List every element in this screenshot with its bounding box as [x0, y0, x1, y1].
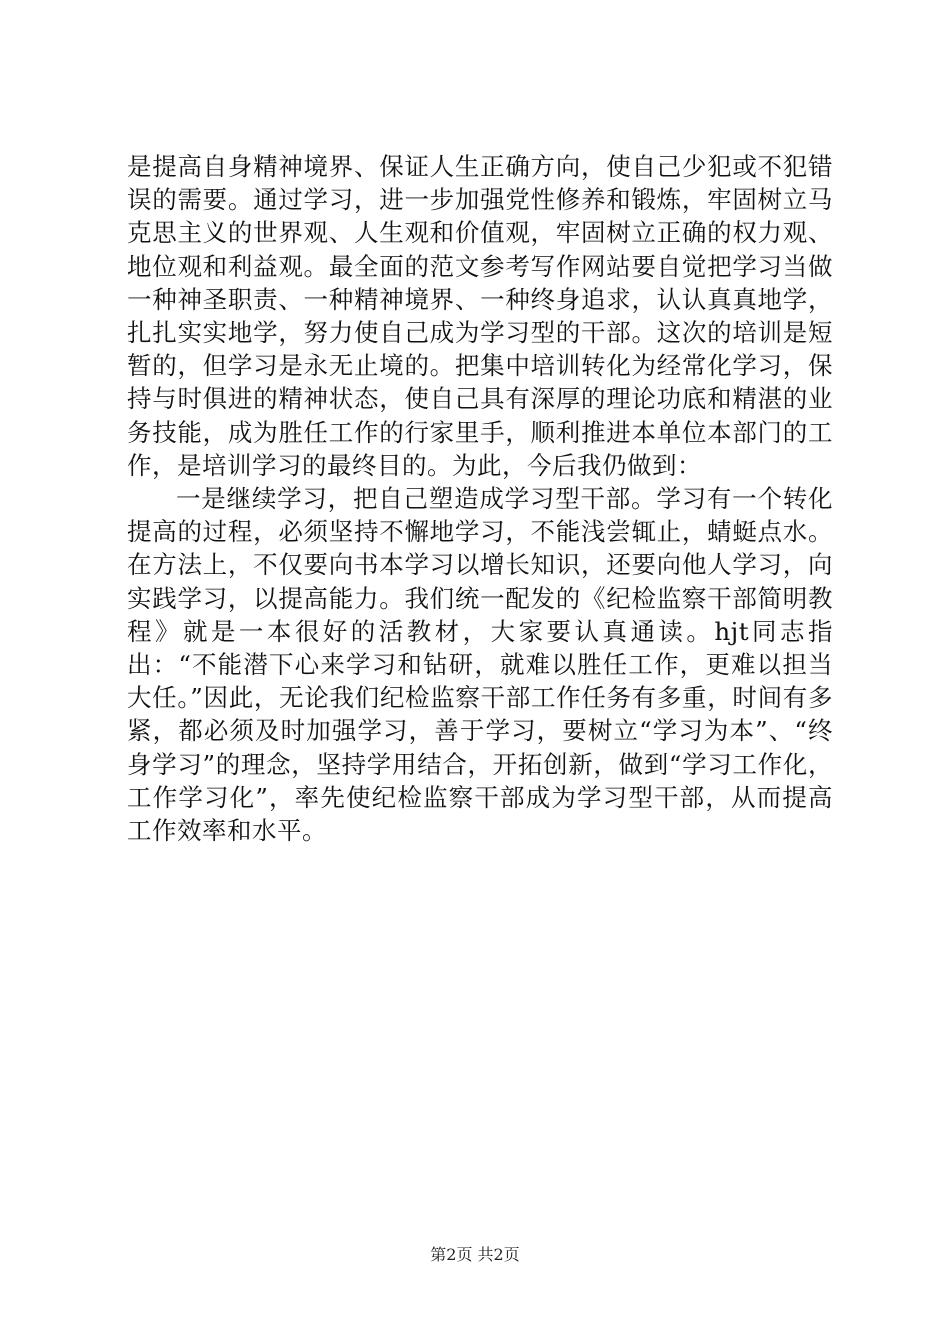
body-paragraph-1: 是提高自身精神境界、保证人生正确方向，使自己少犯或不犯错误的需要。通过学习，进一步加强党性修养和锻炼，牢固树立马克思主义的世界观、人生观和价值观，牢固树立正确的权力观、地位观和利益观。最全面的范文参考写作网站要自觉把学习当做一种神圣职责、一种精神境界、一种终身追求，认认真真地学，扎扎实实地学，努力使自己成为学习型的干部。这次的培训是短暂的，但学习是永无止境的。把集中培训转化为经常化学习，保持与时俱进的精神状态，使自己具有深厚的理论功底和精湛的业务技能，成为胜任工作的行家里手，顺利推进本单位本部门的工作，是培训学习的最终目的。为此，今后我仍做到： — [127, 152, 833, 480]
page-number-footer: 第2页 共2页 — [430, 1245, 520, 1264]
body-paragraph-2: 一是继续学习，把自己塑造成学习型干部。学习有一个转化提高的过程，必须坚持不懈地学习，不能浅尝辄止，蜻蜓点水。在方法上，不仅要向书本学习以增长知识，还要向他人学习，向实践学习，以提高能力。我们统一配发的《纪检监察干部简明教程》就是一本很好的活教材，大家要认真通读。hjt同志指出：“不能潜下心来学习和钻研，就难以胜任工作，更难以担当大任。”因此，无论我们纪检监察干部工作任务有多重，时间有多紧，都必须及时加强学习，善于学习，要树立“学习为本”、“终身学习”的理念，坚持学用结合，开拓创新，做到“学习工作化，工作学习化”，率先使纪检监察干部成为学习型干部，从而提高工作效率和水平。 — [127, 484, 833, 846]
document-body — [127, 150, 833, 847]
